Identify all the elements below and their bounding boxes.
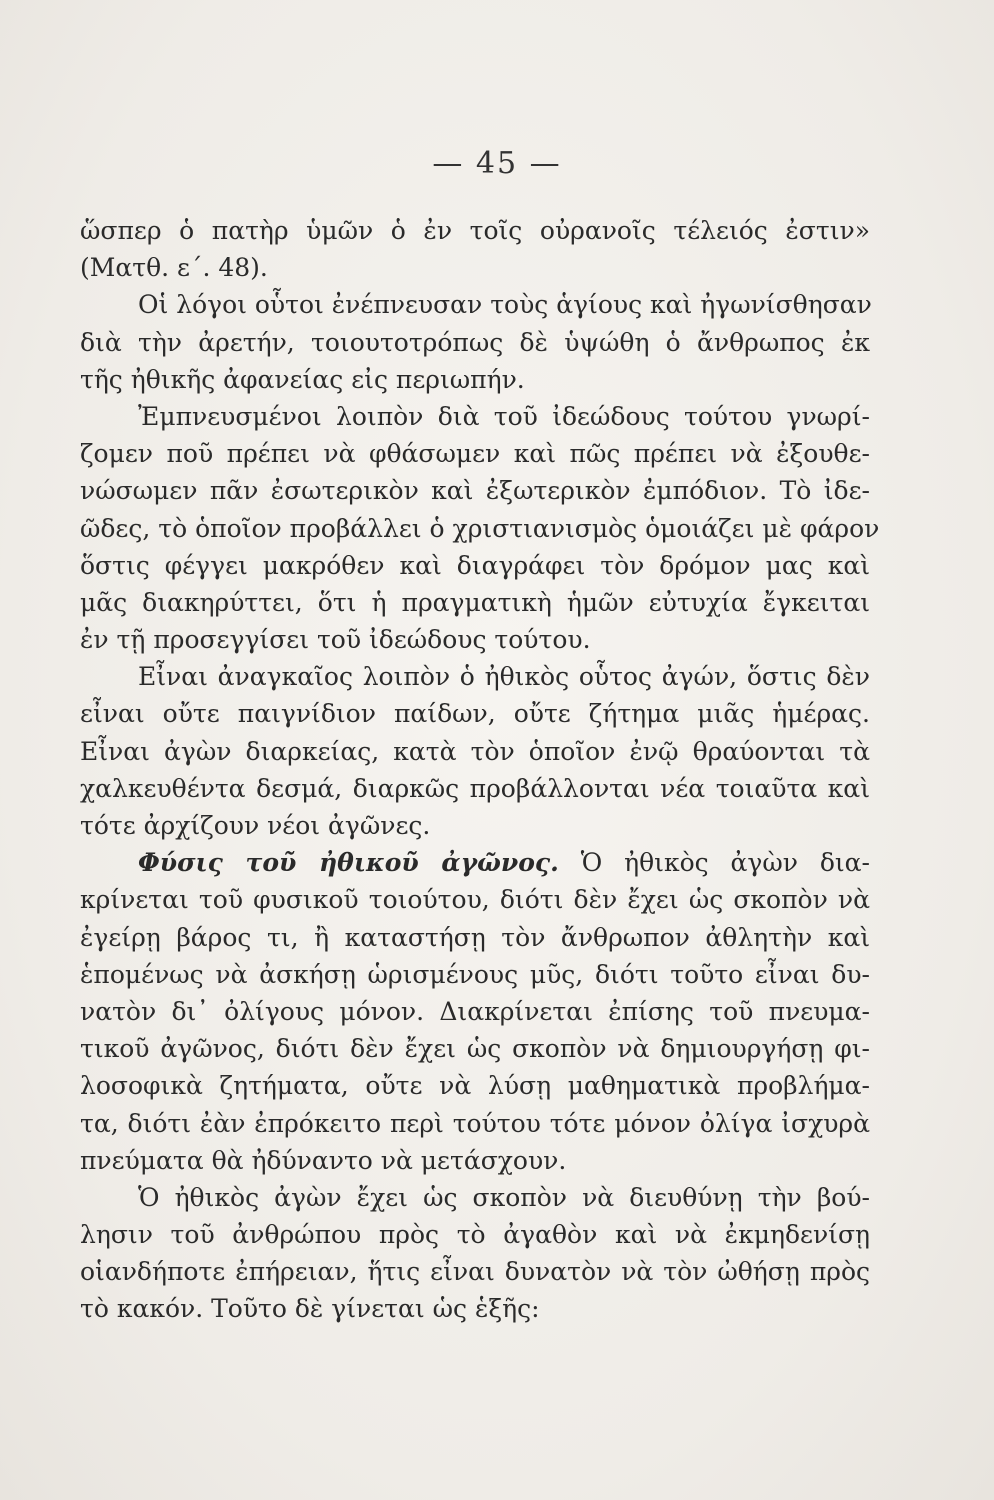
text-line: τικοῦ ἀγῶνος, διότι δὲν ἔχει ὡς σκοπὸν νὰ δημιουργήσῃ φι- [80,1034,870,1064]
text-run: Ὁ ἠθικὸς ἀγὼν δια- [558,848,870,878]
page-number: — 45 — [432,146,562,181]
text-line: ὅστις φέγγει μακρόθεν καὶ διαγράφει τὸν δρόμον μας καὶ [80,550,870,580]
text-line: νατὸν δι᾽ ὀλίγους μόνον. Διακρίνεται ἐπίσης τοῦ πνευμα- [80,996,870,1026]
text-line: τότε ἀρχίζουν νέοι ἀγῶνες. [80,811,431,840]
text-line: Οἱ λόγοι οὗτοι ἐνέπνευσαν τοὺς ἁγίους καὶ ἠγωνίσθησαν [138,290,872,320]
text-line: εἶναι οὔτε παιγνίδιον παίδων, οὔτε ζήτημα μιᾶς ἡμέρας. [80,699,870,729]
text-line: τα, διότι ἐὰν ἐπρόκειτο περὶ τούτου τότε μόνον ὀλίγα ἰσχυρὰ [80,1108,870,1138]
text-line: κρίνεται τοῦ φυσικοῦ τοιούτου, διότι δὲν ἔχει ὡς σκοπὸν νὰ [80,885,870,915]
text-line: ἐγείρῃ βάρος τι, ἢ καταστήσῃ τὸν ἄνθρωπον ἀθλητὴν καὶ [80,922,870,952]
text-line: Εἶναι ἀγὼν διαρκείας, κατὰ τὸν ὁποῖον ἐνῷ θραύονται τὰ [80,736,870,766]
section-heading: Φύσις τοῦ ἠθικοῦ ἀγῶνος. [138,848,559,878]
text-line: Ἐμπνευσμένοι λοιπὸν διὰ τοῦ ἰδεώδους τούτου γνωρί- [138,401,870,431]
text-line: ζομεν ποῦ πρέπει νὰ φθάσωμεν καὶ πῶς πρέπει νὰ ἐξουθε- [80,439,870,469]
text-line: τὸ κακόν. Τοῦτο δὲ γίνεται ὡς ἑξῆς: [80,1294,540,1324]
text-line: νώσωμεν πᾶν ἐσωτερικὸν καὶ ἐξωτερικὸν ἐμπόδιον. Τὸ ἰδε- [80,476,870,506]
text-line: Ὁ ἠθικὸς ἀγὼν ἔχει ὡς σκοπὸν νὰ διευθύνῃ τὴν βού- [138,1182,870,1212]
text-line: ῶδες, τὸ ὁποῖον προβάλλει ὁ χριστιανισμὸς ὁμοιάζει μὲ φάρον [80,513,880,543]
text-line: τῆς ἠθικῆς ἀφανείας εἰς περιωπήν. [80,364,525,394]
text-line: ἑπομένως νὰ ἀσκήσῃ ὡρισμένους μῦς, διότι τοῦτο εἶναι δυ- [80,959,870,989]
text-line: οἱανδήποτε ἐπήρειαν, ἥτις εἶναι δυνατὸν νὰ τὸν ὠθήσῃ πρὸς [80,1257,870,1287]
body-text [80,212,880,1328]
text-line: λησιν τοῦ ἀνθρώπου πρὸς τὸ ἀγαθὸν καὶ νὰ ἐκμηδενίσῃ [80,1220,870,1250]
text-line: ὥσπερ ὁ πατὴρ ὑμῶν ὁ ἐν τοῖς οὐρανοῖς τέλειός ἐστιν» [80,216,870,245]
text-line: ἐν τῇ προσεγγίσει τοῦ ἰδεώδους τούτου. [80,625,591,655]
text-line: (Ματθ. ε΄. 48). [80,253,268,283]
text-line: Εἶναι ἀναγκαῖος λοιπὸν ὁ ἠθικὸς οὗτος ἀγών, ὅστις δὲν [138,662,870,692]
text-line: διὰ τὴν ἀρετήν, τοιουτοτρόπως δὲ ὑψώθη ὁ ἄνθρωπος ἐκ [80,327,870,357]
section-heading-line [80,844,870,881]
text-line: πνεύματα θὰ ἠδύναντο νὰ μετάσχουν. [80,1145,567,1175]
text-line: χαλκευθέντα δεσμά, διαρκῶς προβάλλονται νέα τοιαῦτα καὶ [80,773,870,803]
text-line: μᾶς διακηρύττει, ὅτι ἡ πραγματικὴ ἡμῶν εὐτυχία ἔγκειται [80,587,870,617]
text-line: λοσοφικὰ ζητήματα, οὔτε νὰ λύσῃ μαθηματικὰ προβλήμα- [80,1071,870,1101]
